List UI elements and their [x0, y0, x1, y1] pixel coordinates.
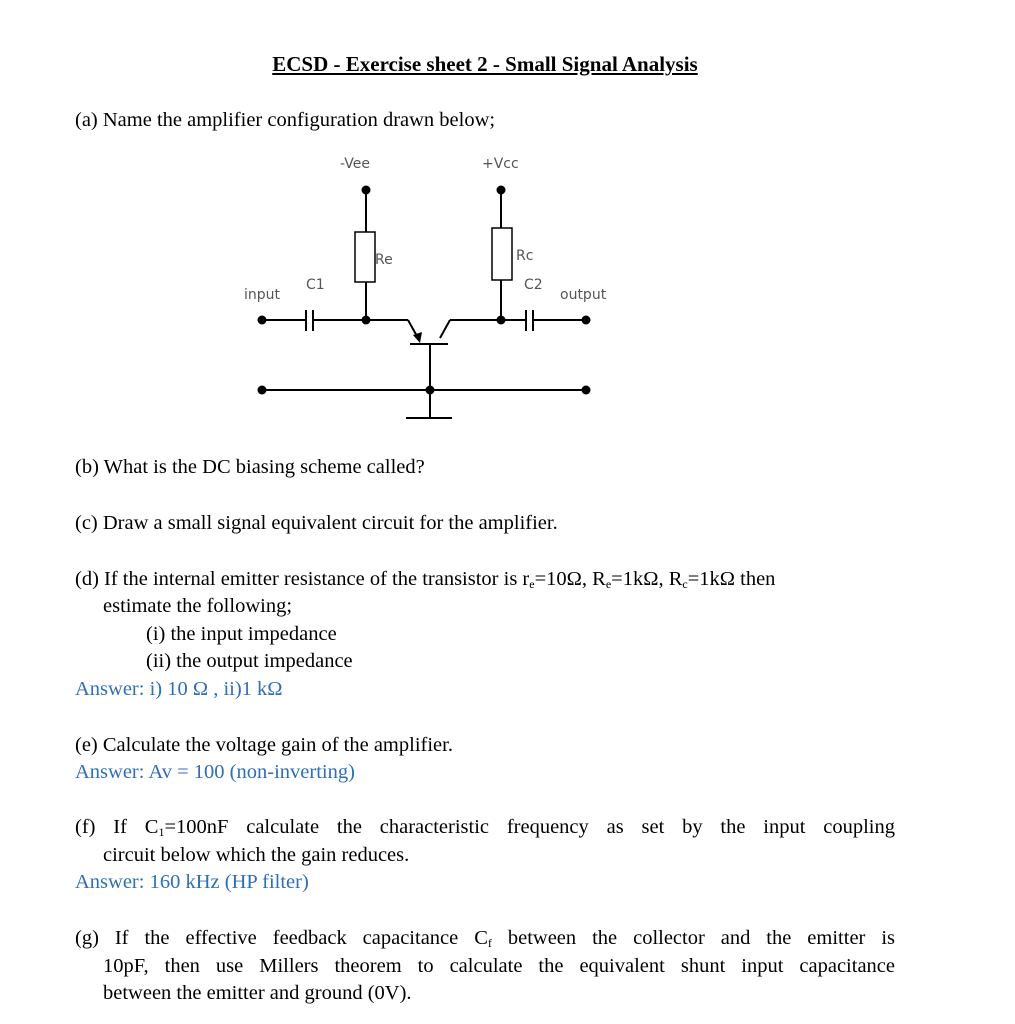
question-g-line3: between the emitter and ground (0V). — [103, 982, 412, 1004]
vcc-label: +Vcc — [482, 156, 519, 172]
vee-label: -Vee — [340, 156, 370, 172]
question-f: (f) If $C_1=100nF$ calculate the characteristic frequency as set by the input coupling — [75, 816, 895, 839]
re-label: Re — [375, 252, 393, 268]
input-label: input — [244, 287, 281, 303]
vee-terminal — [362, 186, 371, 195]
answer-f: Answer: 160 kHz (HP filter) — [75, 871, 309, 893]
question-d-line2: estimate the following; — [103, 595, 293, 617]
question-g-line2: 10pF, then use Millers theorem to calculate the equivalent shunt input capacitance — [103, 955, 895, 977]
emitter-arrow-icon — [413, 332, 422, 343]
question-d-ii: (ii) the output impedance — [146, 650, 353, 672]
input-terminal — [258, 316, 267, 325]
question-e: (e) Calculate the voltage gain of the amplifier. — [75, 734, 453, 756]
page-title: ECSD - Exercise sheet 2 - Small Signal Analysis — [272, 52, 698, 76]
c2-label: C2 — [524, 277, 543, 293]
question-b: (b) What is the DC biasing scheme called? — [75, 456, 425, 478]
circuit-diagram — [230, 148, 630, 438]
question-f-line2: circuit below which the gain reduces. — [103, 844, 410, 866]
output-label: output — [560, 287, 607, 303]
question-d: (d) If the internal emitter resistance of the transistor is $r_e=10\Omega$, $R_e=1k\Omega$, $R_c=1k\Omega$ then — [75, 568, 776, 591]
question-g: (g) If the effective feedback capacitance $C_f$ between the collector and the emitter is — [75, 927, 895, 950]
resistor-rc — [492, 228, 512, 280]
question-a: (a) Name the amplifier configuration drawn below; — [75, 109, 496, 131]
question-d-i: (i) the input impedance — [146, 623, 337, 645]
question-c: (c) Draw a small signal equivalent circuit for the amplifier. — [75, 512, 558, 534]
answer-d: Answer: i) 10 Ω , ii)1 kΩ — [75, 678, 283, 700]
output-terminal — [582, 316, 591, 325]
resistor-re — [355, 232, 375, 282]
c1-label: C1 — [306, 277, 325, 293]
vcc-terminal — [497, 186, 506, 195]
rc-label: Rc — [516, 248, 534, 264]
answer-e: Answer: Av = 100 (non-inverting) — [75, 761, 355, 783]
